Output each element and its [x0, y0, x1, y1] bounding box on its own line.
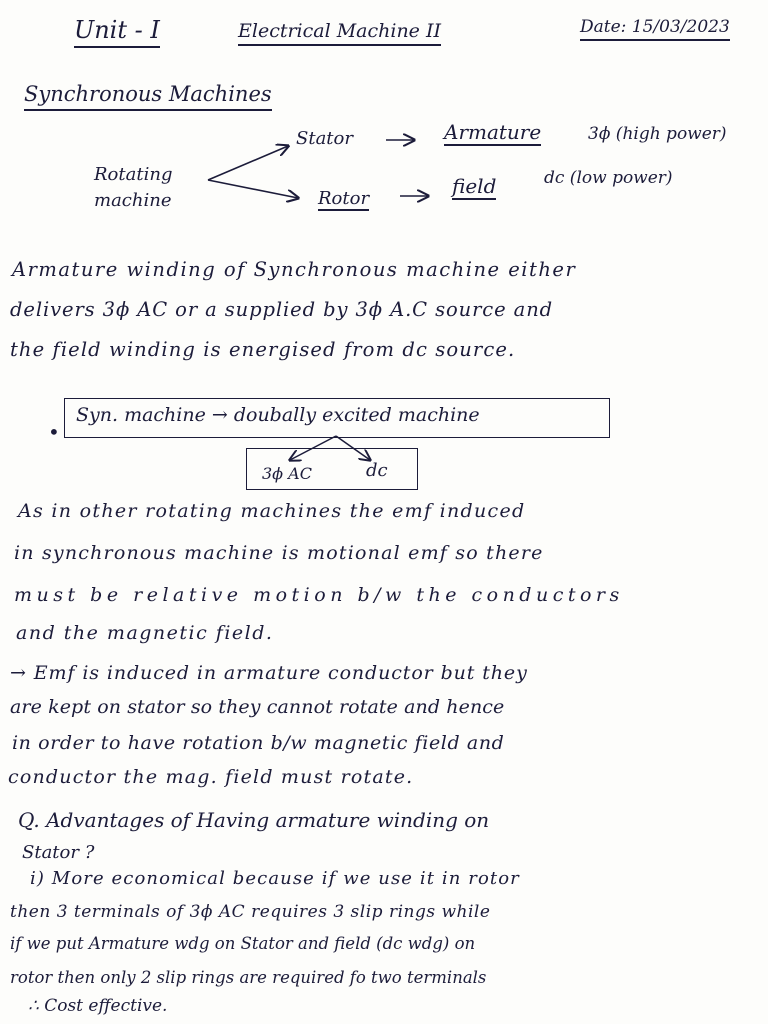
answer-line3: if we put Armature wdg on Stator and field (dc wdg) on	[10, 934, 476, 953]
subject-heading: Electrical Machine II	[238, 20, 441, 46]
date-heading: Date: 15/03/2023	[580, 17, 730, 41]
syn-machine-text: Syn. machine → doubally excited machine	[76, 404, 480, 426]
field-label: field	[452, 174, 497, 198]
question-line1: Q. Advantages of Having armature winding on	[18, 808, 490, 832]
para2-line4: and the magnetic field.	[16, 622, 274, 644]
rotor-label: Rotor	[318, 188, 370, 209]
stator-output-label: 3ϕ (high power)	[588, 124, 727, 144]
ac-label: 3ϕ AC	[262, 464, 312, 483]
para3-line4: conductor the mag. field must rotate.	[8, 766, 414, 788]
para2-line3: must be relative motion b/w the conductors	[14, 584, 624, 606]
para2-line1: As in other rotating machines the emf induced	[18, 500, 526, 522]
page-title: Synchronous Machines	[24, 82, 272, 111]
para1-line3: the field winding is energised from dc source.	[10, 338, 516, 361]
para3-line2: are kept on stator so they cannot rotate and hence	[10, 696, 505, 718]
stator-label: Stator	[296, 128, 353, 149]
rotating-machine-label: Rotating machine	[94, 164, 173, 211]
answer-line5: ∴ Cost effective.	[28, 996, 168, 1016]
armature-label: Armature	[444, 120, 542, 144]
para3-line3: in order to have rotation b/w magnetic field and	[12, 732, 505, 754]
question-line2: Stator ?	[22, 842, 95, 863]
para1-line1: Armature winding of Synchronous machine either	[12, 258, 577, 281]
answer-line1: i) More economical because if we use it in rotor	[30, 868, 520, 889]
unit-heading: Unit - I	[74, 16, 160, 48]
para2-line2: in synchronous machine is motional emf so there	[14, 542, 544, 564]
rotor-output-label: dc (low power)	[544, 168, 673, 188]
para1-line2: delivers 3ϕ AC or a supplied by 3ϕ A.C source and	[10, 298, 554, 321]
para3-line1: → Emf is induced in armature conductor but they	[10, 662, 528, 684]
dc-label: dc	[366, 460, 388, 481]
answer-line2: then 3 terminals of 3ϕ AC requires 3 slip rings while	[10, 902, 491, 922]
bullet: •	[48, 420, 60, 444]
answer-line4: rotor then only 2 slip rings are required fo two terminals	[10, 968, 487, 987]
